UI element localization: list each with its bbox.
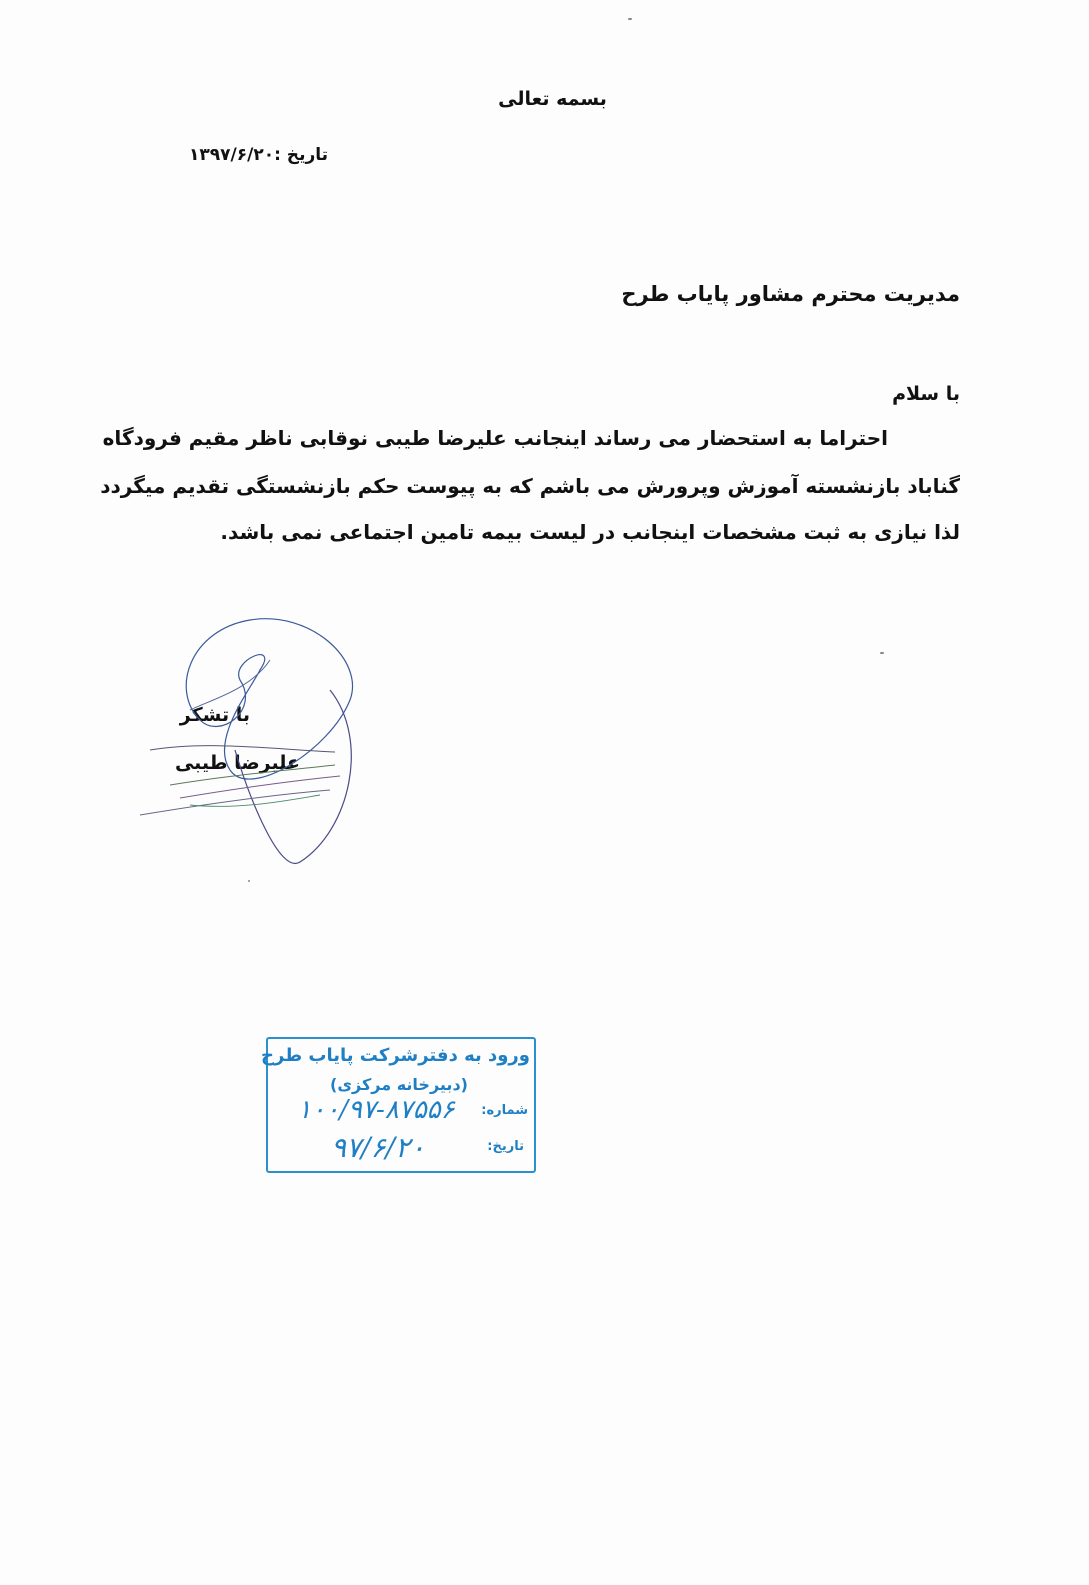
recipient-line: مدیریت محترم مشاور پایاب طرح <box>621 282 960 306</box>
stamp-date-label: تاریخ: <box>487 1139 524 1154</box>
closing-line: با تشکر <box>179 704 250 726</box>
body-paragraph-line-3: لذا نیازی به ثبت مشخصات اینجانب در لیست بیمه تامین اجتماعی نمی باشد. <box>220 520 960 544</box>
stamp-number-value: ۱۰۰/۹۷-۸۷۵۵۶ <box>297 1095 455 1125</box>
greeting-line: با سلام <box>892 383 960 405</box>
stamp-subtitle: (دبیرخانه مرکزی) <box>330 1075 468 1094</box>
scan-speck <box>628 18 632 20</box>
scan-speck <box>248 880 250 882</box>
signer-name: علیرضا طیبی <box>174 752 300 774</box>
scan-speck <box>880 652 884 654</box>
stamp-date-value: ۹۷/۶/۲۰ <box>330 1131 426 1164</box>
handwritten-signature <box>130 600 370 880</box>
received-stamp <box>261 1037 536 1173</box>
body-paragraph-line-1: احتراما به استحضار می رساند اینجانب علیرضا طیبی نوقابی ناظر مقیم فرودگاه <box>102 426 888 450</box>
stamp-number-label: شماره: <box>481 1103 528 1118</box>
bismillah-heading: بسمه تعالی <box>498 88 607 110</box>
letter-date: تاریخ :۱۳۹۷/۶/۲۰ <box>189 145 328 165</box>
body-paragraph-line-2: گناباد بازنشسته آموزش وپرورش می باشم که به پیوست حکم بازنشستگی تقدیم میگردد <box>100 474 960 498</box>
stamp-title: ورود به دفترشرکت پایاب طرح <box>261 1045 530 1066</box>
